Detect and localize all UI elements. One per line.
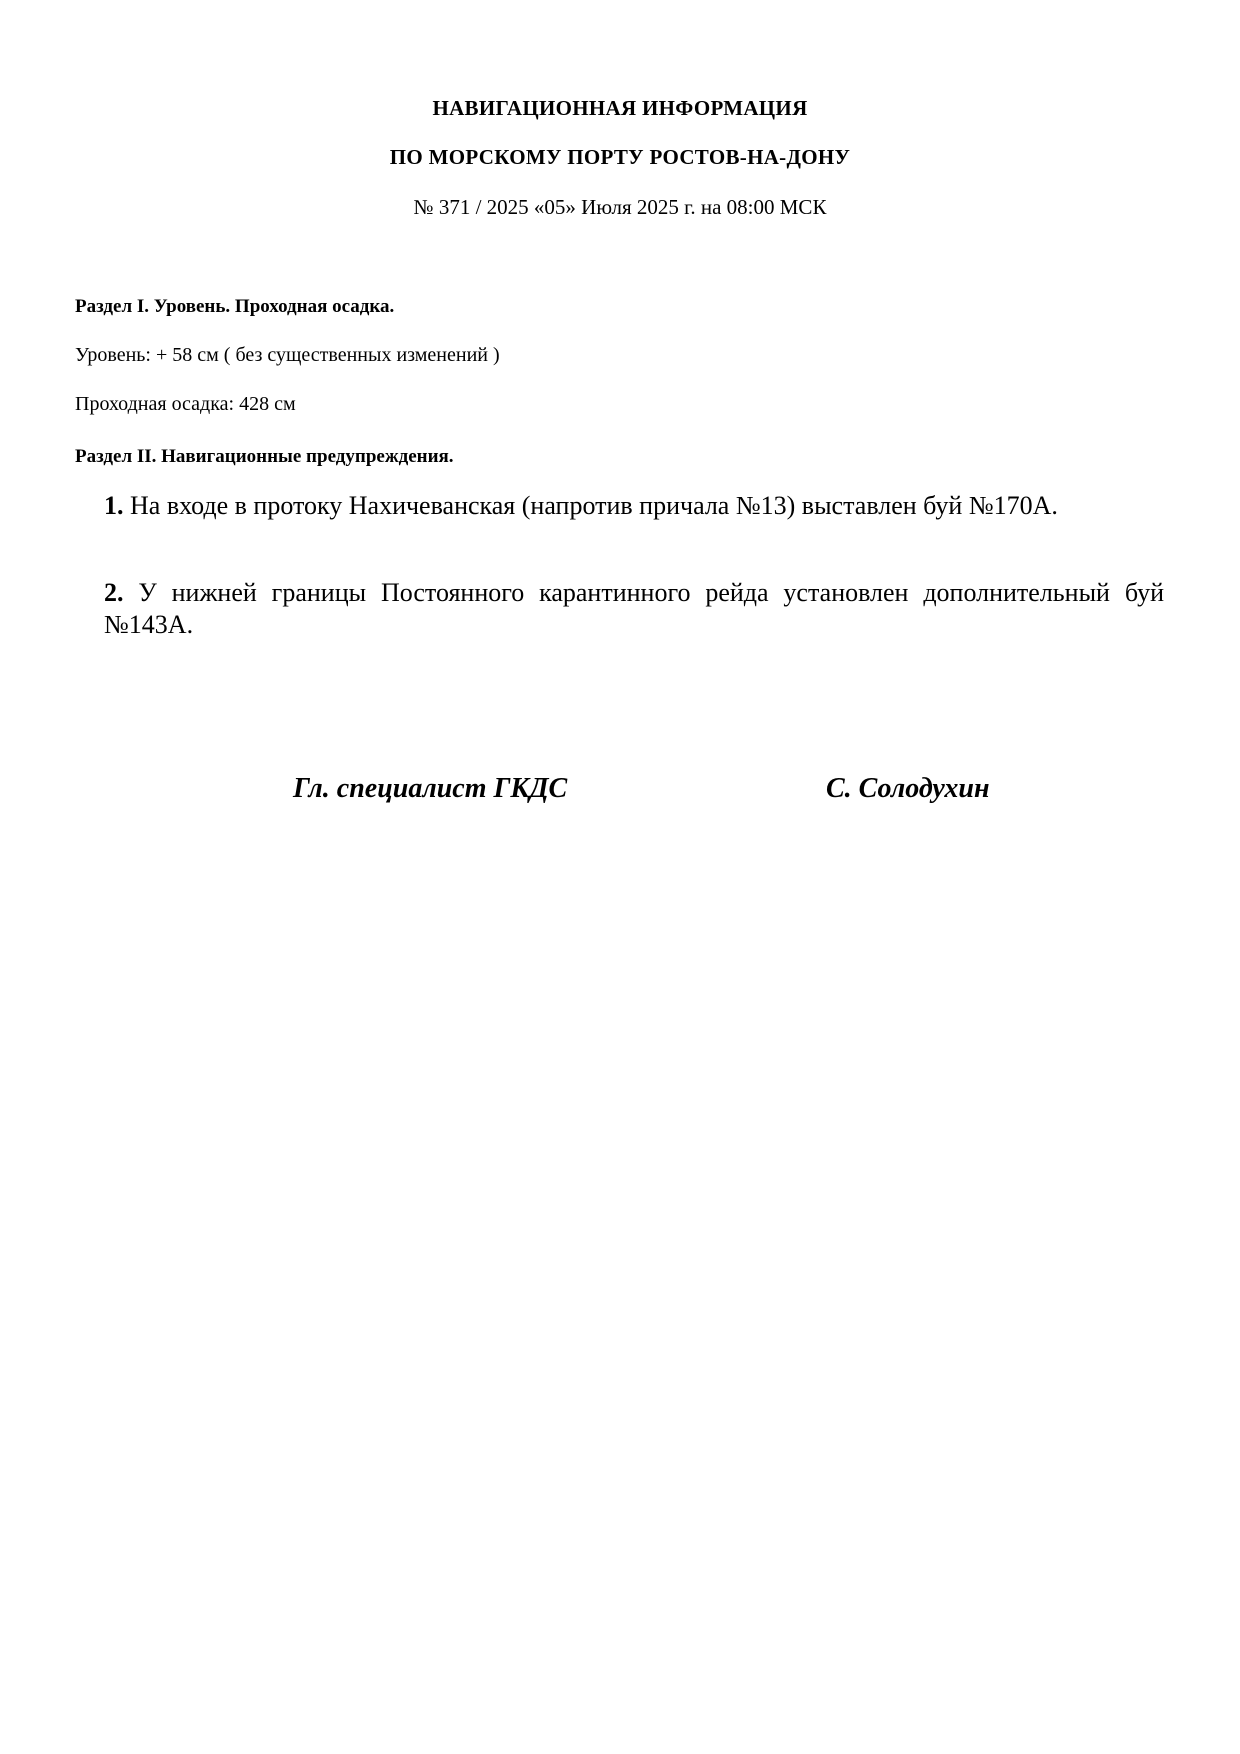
passing-draft: Проходная осадка: 428 см: [75, 393, 296, 415]
signatory-name: С. Солодухин: [826, 773, 990, 804]
section-1-heading: Раздел I. Уровень. Проходная осадка.: [75, 296, 395, 317]
warning-item: [104, 577, 1164, 641]
document-title: НАВИГАЦИОННАЯ ИНФОРМАЦИЯ: [432, 96, 808, 120]
warning-text: На входе в протоку Нахичеванская (напротив причала №13) выставлен буй №170А.: [123, 491, 1058, 520]
section-2-heading: Раздел II. Навигационные предупреждения.: [75, 446, 454, 467]
warning-number: 1.: [104, 491, 124, 520]
signatory-position: Гл. специалист ГКДС: [293, 773, 568, 804]
document-subtitle: ПО МОРСКОМУ ПОРТУ РОСТОВ-НА-ДОНУ: [389, 145, 851, 169]
water-level: Уровень: + 58 см ( без существенных изменений ): [75, 344, 500, 366]
warning-number: 2.: [104, 578, 124, 607]
issue-number-date: № 371 / 2025 «05» Июля 2025 г. на 08:00 МСК: [413, 195, 827, 219]
warning-item: [104, 490, 1164, 522]
warning-text: У нижней границы Постоянного карантинного рейда установлен дополнительный буй №143А.: [104, 578, 1164, 639]
